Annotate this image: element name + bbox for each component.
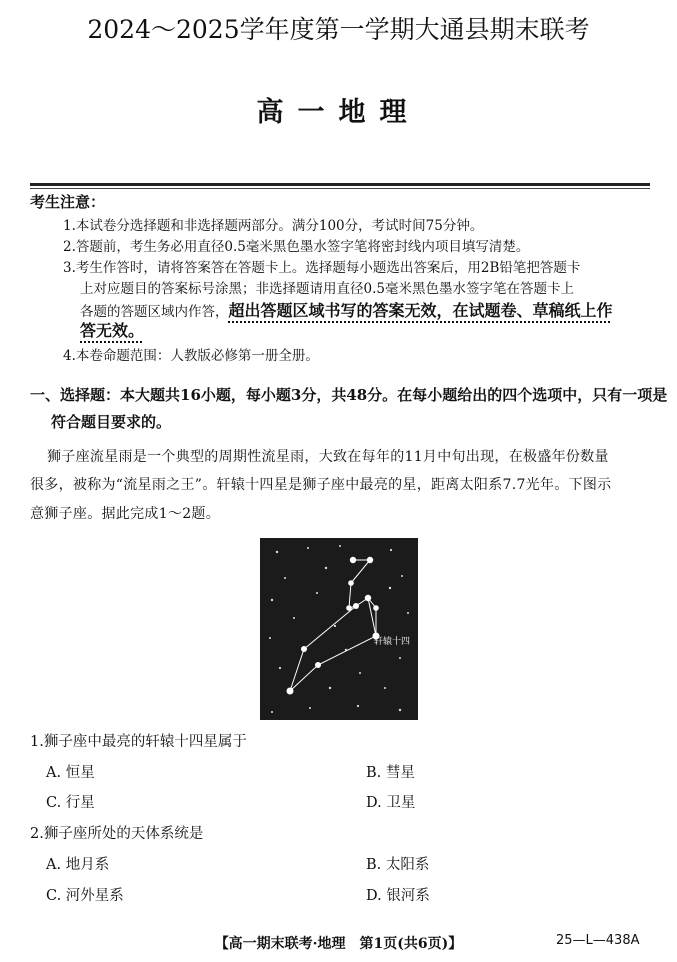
background-star	[293, 617, 295, 619]
background-star	[271, 711, 273, 713]
star	[348, 580, 354, 586]
background-star	[316, 592, 318, 594]
star	[350, 557, 356, 563]
notice-item-3-cont2	[80, 298, 613, 321]
background-star	[407, 612, 409, 614]
question-2-option-b: B. 太阳系	[366, 857, 430, 873]
notice-heading: 考生注意：	[30, 193, 106, 211]
notice-item-1: 1.本试卷分选择题和非选择题两部分。满分100分，考试时间75分钟。	[63, 218, 484, 234]
background-star	[389, 587, 391, 589]
background-star	[345, 649, 347, 651]
background-star	[399, 657, 401, 659]
notice-emphasis: 超出答题区域书写的答案无效，在试题卷、草稿纸上作	[228, 301, 613, 320]
passage-line-1: 狮子座流星雨是一个典型的周期性流星雨，大致在每年的11月中旬出现，在极盛年份数量	[47, 449, 609, 465]
star	[365, 595, 371, 601]
background-star	[309, 707, 311, 709]
star	[346, 605, 352, 611]
divider-thin	[30, 188, 650, 189]
question-2-option-d: D. 银河系	[366, 888, 430, 904]
notice-item-2: 2.答题前，考生务必用直径0.5毫米黑色墨水签字笔将密封线内项目填写清楚。	[63, 239, 530, 255]
notice-item-3-cont: 上对应题目的答案标号涂黑；非选择题请用直径0.5毫米黑色墨水签字笔在答题卡上	[80, 281, 574, 297]
constellation-chart	[260, 538, 418, 720]
background-star	[307, 547, 309, 549]
background-star	[401, 575, 403, 577]
footer-code: 25—L—438A	[556, 933, 640, 948]
star	[353, 603, 359, 609]
subject-title: 高一地理	[256, 97, 421, 128]
background-star	[334, 625, 336, 627]
exam-title: 2024～2025学年度第一学期大通县期末联考	[87, 15, 590, 44]
question-1-option-d: D. 卫星	[366, 795, 416, 811]
background-star	[357, 705, 359, 707]
notice-emphasis-end: 答无效。	[80, 321, 145, 340]
question-1-option-c: C. 行星	[46, 795, 95, 811]
constellation-outline	[290, 560, 376, 691]
star	[301, 646, 307, 652]
star	[373, 605, 379, 611]
footer-page-info: 【高一期末联考·地理 第1页(共6页)】	[214, 936, 463, 952]
background-star	[329, 687, 331, 689]
background-star	[384, 687, 386, 689]
star	[367, 557, 373, 563]
background-star	[325, 567, 327, 569]
section-heading-cont: 符合题目要求的。	[51, 413, 172, 431]
background-star	[279, 667, 281, 669]
background-star	[390, 549, 392, 551]
question-1-option-b: B. 彗星	[366, 765, 415, 781]
star	[315, 662, 321, 668]
question-2-option-c: C. 河外星系	[46, 888, 124, 904]
question-2-stem: 2.狮子座所处的天体系统是	[30, 826, 204, 842]
notice-item-4: 4.本卷命题范围：人教版必修第一册全册。	[63, 348, 319, 364]
passage-line-2: 很多，被称为“流星雨之王”。轩辕十四星是狮子座中最亮的星，距离太阳系7.7光年。下图示	[30, 477, 612, 493]
question-1-stem: 1.狮子座中最亮的轩辕十四星属于	[30, 734, 247, 750]
background-star	[276, 551, 278, 553]
divider-thick	[30, 183, 650, 186]
notice-item-3-end	[80, 318, 144, 341]
background-star	[284, 577, 286, 579]
notice-item-3-plain: 各题的答题区域内作答，	[80, 304, 229, 320]
notice-item-3: 3.考生作答时，请将答案答在答题卡上。选择题每小题选出答案后，用2B铅笔把答题卡	[63, 260, 581, 276]
section-heading: 一、选择题：本大题共16小题，每小题3分，共48分。在每小题给出的四个选项中，只有一项是	[30, 386, 668, 404]
background-star	[271, 599, 273, 601]
constellation-lines	[290, 560, 376, 691]
background-star	[359, 672, 361, 674]
question-2-option-a: A. 地月系	[46, 857, 110, 873]
background-star	[339, 545, 341, 547]
star	[287, 688, 294, 695]
question-1-option-a: A. 恒星	[46, 765, 95, 781]
leo-constellation-figure	[260, 538, 418, 720]
background-star	[269, 637, 271, 639]
passage-line-3: 意狮子座。据此完成1～2题。	[30, 506, 221, 522]
background-star	[399, 709, 401, 711]
regulus-label: 轩辕十四	[374, 637, 411, 647]
